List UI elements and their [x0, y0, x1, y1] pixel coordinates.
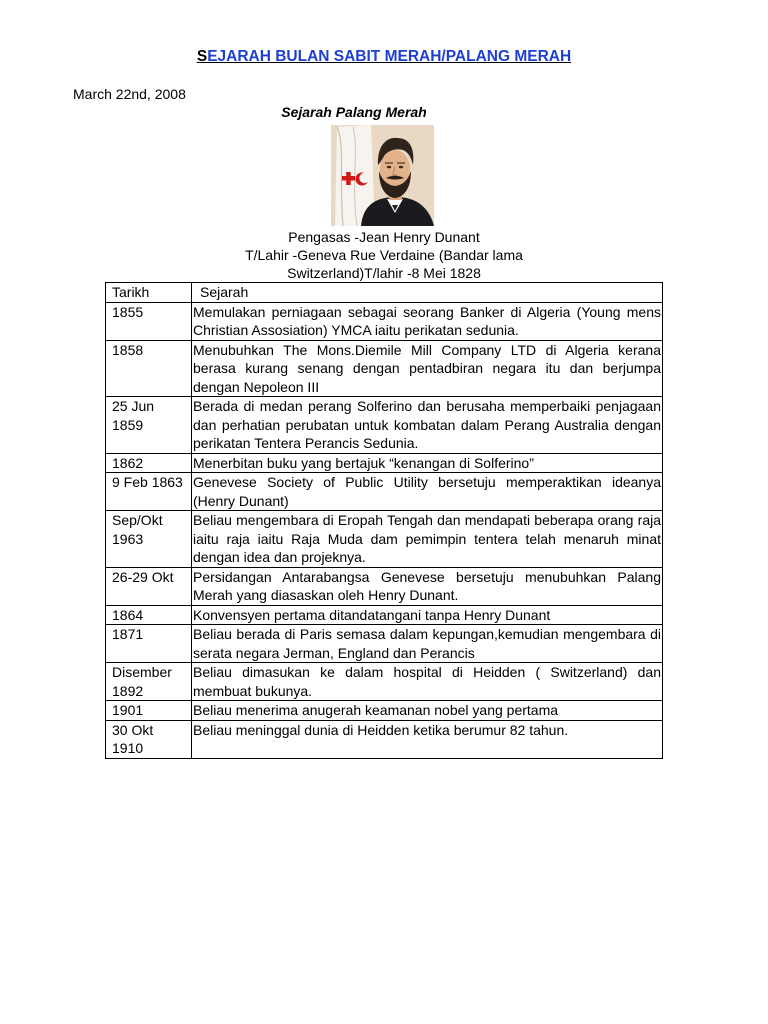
header-tarikh: Tarikh: [106, 283, 192, 303]
table-row: [106, 663, 663, 701]
section-subtitle: Sejarah Palang Merah: [281, 104, 427, 120]
row-text: Menubuhkan The Mons.Diemile Mill Company LTD di Algeria kerana berasa kurang senang dengan pentadbiran negara itu dan berjumpa dengan Nepoleon III: [193, 341, 661, 395]
founder-line: Pengasas -Jean Henry Dunant: [288, 229, 480, 245]
table-row: [106, 340, 663, 397]
row-text: Genevese Society of Public Utility bersetuju memperaktikan ideanya (Henry Dunant): [193, 474, 661, 509]
document-title[interactable]: [0, 48, 768, 66]
row-text: Beliau menerima anugerah keamanan nobel yang pertama: [192, 701, 663, 721]
row-text: Memulakan perniagaan sebagai seorang Banker di Algeria (Young mens Christian Assosiation) YMCA iaitu perikatan sedunia.: [193, 303, 661, 338]
row-text: Beliau berada di Paris semasa dalam kepungan,kemudian mengembara di serata negara Jerman, England dan Perancis: [193, 626, 661, 661]
row-text: Konvensyen pertama ditandatangani tanpa Henry Dunant: [192, 605, 663, 625]
row-text: Beliau meninggal dunia di Heidden ketika berumur 82 tahun.: [192, 720, 663, 758]
birthdate-line: Switzerland)T/lahir -8 Mei 1828: [287, 265, 481, 281]
table-row: [106, 453, 663, 473]
row-text: Persidangan Antarabangsa Genevese bersetuju menubuhkan Palang Merah yang diasaskan oleh Henry Dunant.: [193, 568, 661, 603]
row-date: Sep/Okt 1963: [106, 511, 192, 568]
row-date: 30 Okt 1910: [106, 720, 192, 758]
row-date: 1862: [106, 453, 192, 473]
table-row: [106, 701, 663, 721]
row-date: 26-29 Okt: [106, 567, 192, 605]
row-date: 9 Feb 1863: [106, 473, 192, 511]
table-row: [106, 302, 663, 340]
table-row: [106, 511, 663, 568]
table-row: [106, 567, 663, 605]
row-date: 1855: [106, 302, 192, 340]
table-row: [106, 720, 663, 758]
table-row: [106, 625, 663, 663]
row-text: Menerbitan buku yang bertajuk “kenangan di Solferino”: [192, 453, 663, 473]
row-date: 25 Jun 1859: [106, 397, 192, 454]
row-date: 1871: [106, 625, 192, 663]
post-date: March 22nd, 2008: [73, 86, 186, 102]
row-text: Beliau dimasukan ke dalam hospital di Heidden ( Switzerland) dan membuat bukunya.: [193, 664, 661, 699]
row-text: Beliau mengembara di Eropah Tengah dan mendapati beberapa orang raja iaitu raja iaitu Raja Muda dam pemimpin tentera telah menaruh minat dengan idea dan projeknya.: [193, 512, 661, 565]
row-date: 1858: [106, 340, 192, 397]
table-row: [106, 605, 663, 625]
row-text: Berada di medan perang Solferino dan berusaha memperbaiki penjagaan dan perhatian perubatan untuk kombatan dalam Perang Australia dengan perikatan Tentera Perancis Sedunia.: [193, 398, 661, 451]
table-row: [106, 397, 663, 454]
row-date: Disember 1892: [106, 663, 192, 701]
row-date: 1901: [106, 701, 192, 721]
henry-dunant-portrait: [331, 125, 434, 226]
table-row: [106, 473, 663, 511]
row-date: 1864: [106, 605, 192, 625]
birthplace-line: T/Lahir -Geneva Rue Verdaine (Bandar lama: [245, 247, 523, 263]
table-header-row: [106, 283, 663, 303]
title-link-text[interactable]: EJARAH BULAN SABIT MERAH/PALANG MERAH: [207, 48, 572, 65]
history-table: [105, 282, 663, 759]
header-sejarah: Sejarah: [192, 283, 663, 303]
title-first-letter: S: [196, 48, 208, 65]
